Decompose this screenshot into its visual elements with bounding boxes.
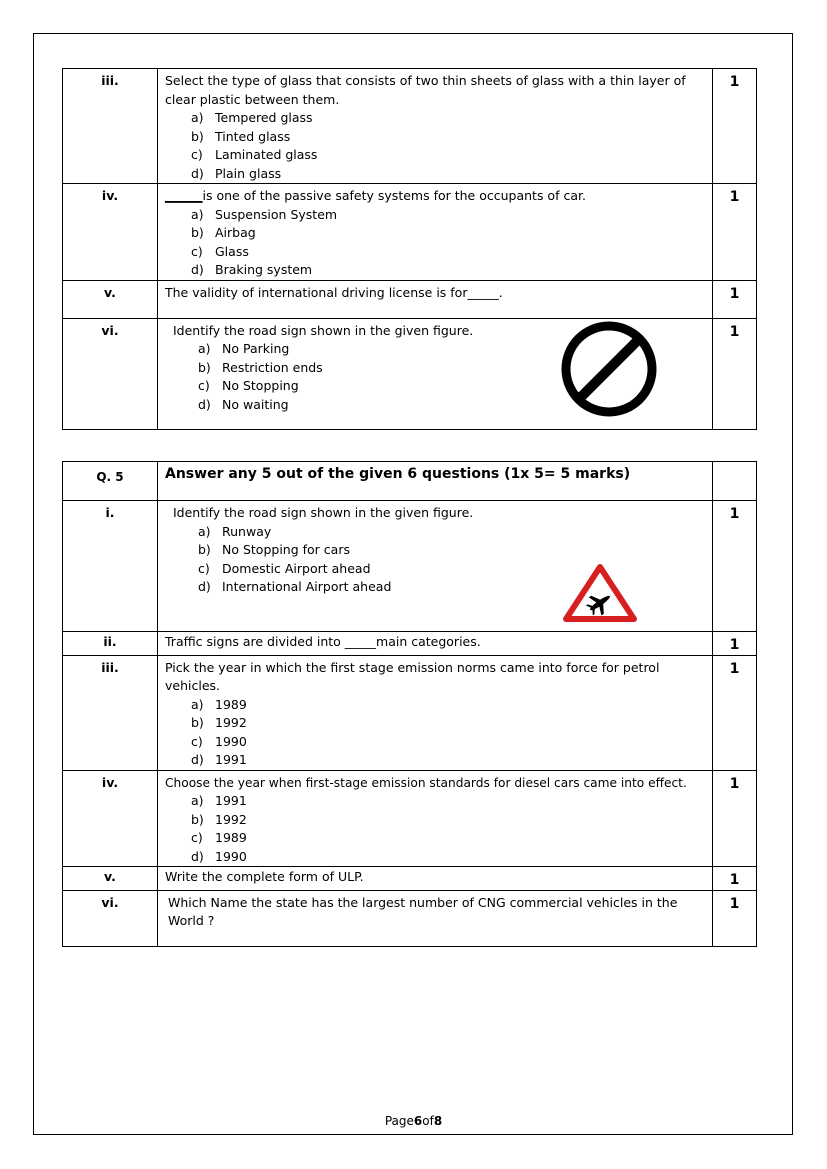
table-row xyxy=(63,69,757,184)
marks: 1 xyxy=(713,655,757,770)
option: a) Runway xyxy=(198,523,272,539)
option: a) No Parking xyxy=(198,341,290,356)
option: b) No Stopping for cars xyxy=(198,542,350,557)
option: d) Plain glass xyxy=(191,165,282,181)
table-row xyxy=(63,501,757,632)
marks: 1 xyxy=(713,867,757,891)
table-row xyxy=(63,280,757,318)
question-number: iv. xyxy=(63,184,158,281)
option: d) 1991 xyxy=(191,752,247,767)
marks: 1 xyxy=(713,280,757,318)
table-row xyxy=(63,632,757,656)
option: c) 1990 xyxy=(191,733,247,749)
table-row xyxy=(63,318,757,429)
option: b) Airbag xyxy=(191,225,256,240)
question-table-4 xyxy=(62,68,757,430)
table-header-row xyxy=(63,462,757,501)
question-text: Pick the year in which the first stage emission norms came into force for petrol vehicles. xyxy=(165,659,660,693)
option: d) No waiting xyxy=(198,396,289,412)
question-text: Which Name the state has the largest number of CNG commercial vehicles in the World ? xyxy=(168,894,678,928)
airport-warning-sign-icon xyxy=(562,563,638,623)
table-row xyxy=(63,770,757,867)
option: c) 1989 xyxy=(191,830,247,845)
marks: 1 xyxy=(713,890,757,946)
marks: 1 xyxy=(713,501,757,632)
question-text: Choose the year when first-stage emission standards for diesel cars came into effect. xyxy=(165,775,687,790)
option: a) 1989 xyxy=(191,696,247,712)
marks: 1 xyxy=(713,69,757,184)
question-number: vi. xyxy=(63,318,158,429)
question-text: Identify the road sign shown in the given figure. xyxy=(173,505,474,520)
options-list xyxy=(191,206,712,280)
option: d) Braking system xyxy=(191,262,313,277)
table-row xyxy=(63,184,757,281)
question-number: i. xyxy=(63,501,158,632)
table-row xyxy=(63,655,757,770)
question-number: iii. xyxy=(63,655,158,770)
section-instruction: Answer any 5 out of the given 6 questions (1x 5= 5 marks) xyxy=(158,462,713,501)
option: c) Laminated glass xyxy=(191,147,318,162)
options-list xyxy=(191,792,712,866)
marks: 1 xyxy=(713,770,757,867)
question-number: iii. xyxy=(63,69,158,184)
section-number: Q. 5 xyxy=(63,462,158,501)
table-row xyxy=(63,890,757,946)
option: c) Glass xyxy=(191,243,249,259)
option: a) 1991 xyxy=(191,793,247,808)
option: b) Restriction ends xyxy=(198,359,323,375)
option: b) Tinted glass xyxy=(191,128,291,144)
table-row xyxy=(63,867,757,891)
restriction-ends-sign-icon xyxy=(559,321,659,417)
question-text: Traffic signs are divided into _____main categories. xyxy=(158,632,713,656)
question-number: iv. xyxy=(63,770,158,867)
options-list xyxy=(191,696,712,770)
question-number: v. xyxy=(63,867,158,891)
blank: ______ xyxy=(165,188,203,203)
option: c) Domestic Airport ahead xyxy=(198,560,371,576)
option: a) Suspension System xyxy=(191,206,338,222)
marks: 1 xyxy=(713,184,757,281)
marks: 1 xyxy=(713,318,757,429)
question-text: ______is one of the passive safety systems for the occupants of car. xyxy=(165,188,586,203)
option: b) 1992 xyxy=(191,811,247,827)
question-number: ii. xyxy=(63,632,158,656)
question-text: Identify the road sign shown in the given figure. xyxy=(173,322,474,338)
option: b) 1992 xyxy=(191,715,247,730)
option: d) 1990 xyxy=(191,848,247,864)
options-list xyxy=(191,109,712,183)
question-table-5 xyxy=(62,461,757,947)
page-footer: Page6of8 xyxy=(384,1114,443,1128)
question-text: Write the complete form of ULP. xyxy=(158,867,713,891)
option: a) Tempered glass xyxy=(191,110,313,125)
question-text: Select the type of glass that consists of two thin sheets of glass with a thin layer of clear plastic between them. xyxy=(165,73,686,107)
option: c) No Stopping xyxy=(198,378,299,393)
question-number: v. xyxy=(63,280,158,318)
option: d) International Airport ahead xyxy=(198,579,392,594)
marks: 1 xyxy=(713,632,757,656)
question-text: The validity of international driving license is for_____. xyxy=(158,280,713,318)
question-number: vi. xyxy=(63,890,158,946)
